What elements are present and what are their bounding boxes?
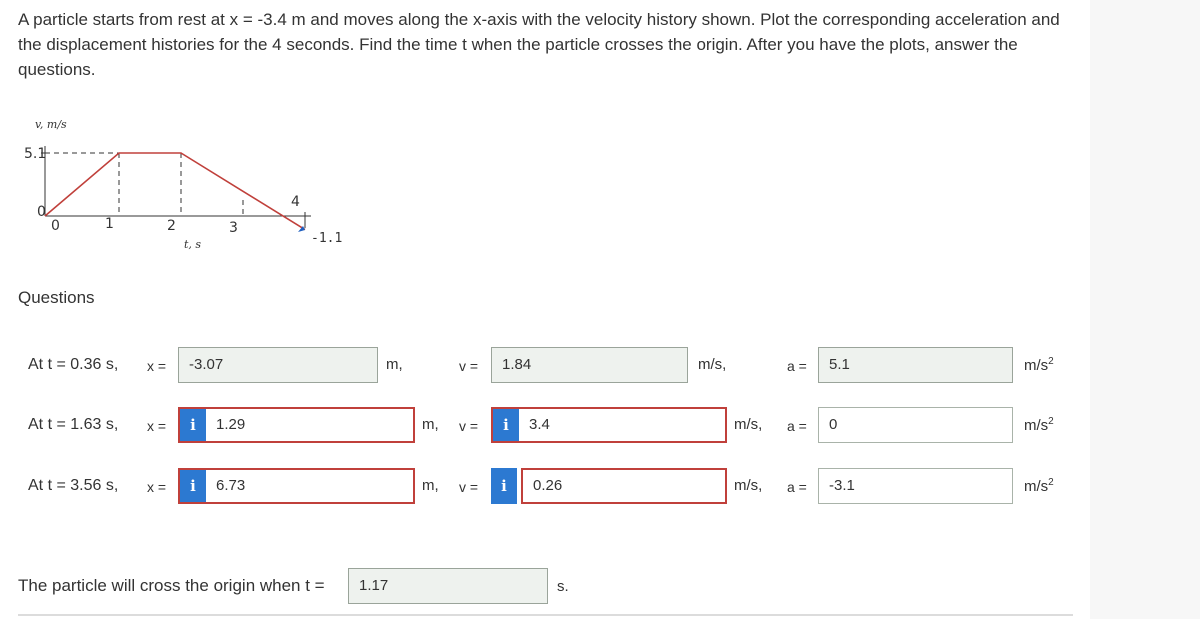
- velocity-graph: [15, 108, 365, 268]
- row2-a-field[interactable]: [818, 407, 1013, 443]
- row2-x-info-icon[interactable]: i: [180, 409, 206, 441]
- row3-x-unit: m,: [422, 477, 439, 494]
- row2-x-eq: x =: [147, 418, 167, 434]
- row1-a-value: 5.1: [829, 356, 850, 373]
- row1-x-unit: m,: [386, 356, 403, 373]
- row2-time-label: At t = 1.63 s,: [28, 416, 119, 433]
- row3-x-info-icon[interactable]: i: [180, 470, 206, 502]
- row3-a-eq: a =: [787, 479, 807, 495]
- row1-v-field[interactable]: [491, 347, 688, 383]
- x-tick-label-2: 2: [167, 218, 176, 234]
- row1-x-value: -3.07: [189, 356, 224, 373]
- row3-time-label: At t = 3.56 s,: [28, 477, 119, 494]
- row2-x-unit: m,: [422, 416, 439, 433]
- right-margin-strip: [1090, 0, 1200, 619]
- row2-x-value: 1.29: [216, 416, 246, 433]
- x-tick-label-3: 3: [229, 220, 238, 236]
- problem-statement: A particle starts from rest at x = -3.4 m and moves along the x-axis with the velocity history shown. Plot the corresponding acceleration and the displacement histories for the 4 seconds. Find the time t when the particle crosses the origin. After you have the plots, answer the questions.: [18, 10, 1060, 79]
- row2-a-unit: [1024, 416, 1054, 434]
- x-tick-label-1: 1: [105, 216, 114, 232]
- row3-a-value: -3.1: [829, 477, 855, 494]
- end-value-label: -1.1: [311, 231, 343, 246]
- cross-origin-unit: s.: [557, 578, 569, 595]
- row1-v-value: 1.84: [502, 356, 532, 373]
- row3-a-field[interactable]: [818, 468, 1013, 504]
- row2-v-unit: m/s,: [734, 416, 763, 433]
- row3-x-field[interactable]: [178, 468, 415, 504]
- grid-lines: [45, 153, 243, 216]
- row3-v-unit: m/s,: [734, 477, 763, 494]
- row1-time-label: At t = 0.36 s,: [28, 356, 119, 373]
- row3-a-unit-base: m/s: [1024, 478, 1049, 495]
- row2-v-eq: v =: [459, 418, 479, 434]
- row1-a-field[interactable]: [818, 347, 1013, 383]
- questions-heading: Questions: [18, 288, 95, 307]
- x-tick-label-4: 4: [291, 194, 300, 210]
- y-tick-label-zero: 0: [37, 204, 46, 220]
- y-tick-label-max: 5.1: [24, 146, 47, 162]
- row3-x-eq: x =: [147, 479, 167, 495]
- row3-a-unit-sup: 2: [1048, 477, 1054, 488]
- bottom-divider: [18, 614, 1073, 616]
- x-axis-label: t, s: [184, 238, 202, 251]
- row3-v-value: 0.26: [533, 477, 563, 494]
- row2-v-value: 3.4: [529, 416, 550, 433]
- row2-a-unit-base: m/s: [1024, 417, 1049, 434]
- row2-a-unit-sup: 2: [1048, 416, 1054, 427]
- row3-v-eq: v =: [459, 479, 479, 495]
- row1-a-eq: a =: [787, 358, 807, 374]
- row2-v-info-icon[interactable]: i: [493, 409, 519, 441]
- row2-x-field[interactable]: [178, 407, 415, 443]
- row1-a-unit: [1024, 356, 1054, 374]
- cross-origin-value: 1.17: [359, 577, 389, 594]
- row1-a-unit-sup: 2: [1048, 356, 1054, 367]
- cross-origin-label: The particle will cross the origin when t =: [18, 576, 325, 595]
- row1-x-field[interactable]: [178, 347, 378, 383]
- row1-v-unit: m/s,: [698, 356, 727, 373]
- row1-v-eq: v =: [459, 358, 479, 374]
- row3-v-field[interactable]: [521, 468, 727, 504]
- y-axis-label: v, m/s: [35, 118, 67, 131]
- row2-v-field[interactable]: [491, 407, 727, 443]
- row3-a-unit: [1024, 477, 1054, 495]
- row2-a-eq: a =: [787, 418, 807, 434]
- row1-x-eq: x =: [147, 358, 167, 374]
- row2-a-value: 0: [829, 416, 838, 433]
- cross-origin-field[interactable]: [348, 568, 548, 604]
- x-tick-label-0: 0: [51, 218, 60, 234]
- row1-a-unit-base: m/s: [1024, 357, 1049, 374]
- row3-x-value: 6.73: [216, 477, 246, 494]
- row3-v-info-icon[interactable]: i: [491, 468, 517, 504]
